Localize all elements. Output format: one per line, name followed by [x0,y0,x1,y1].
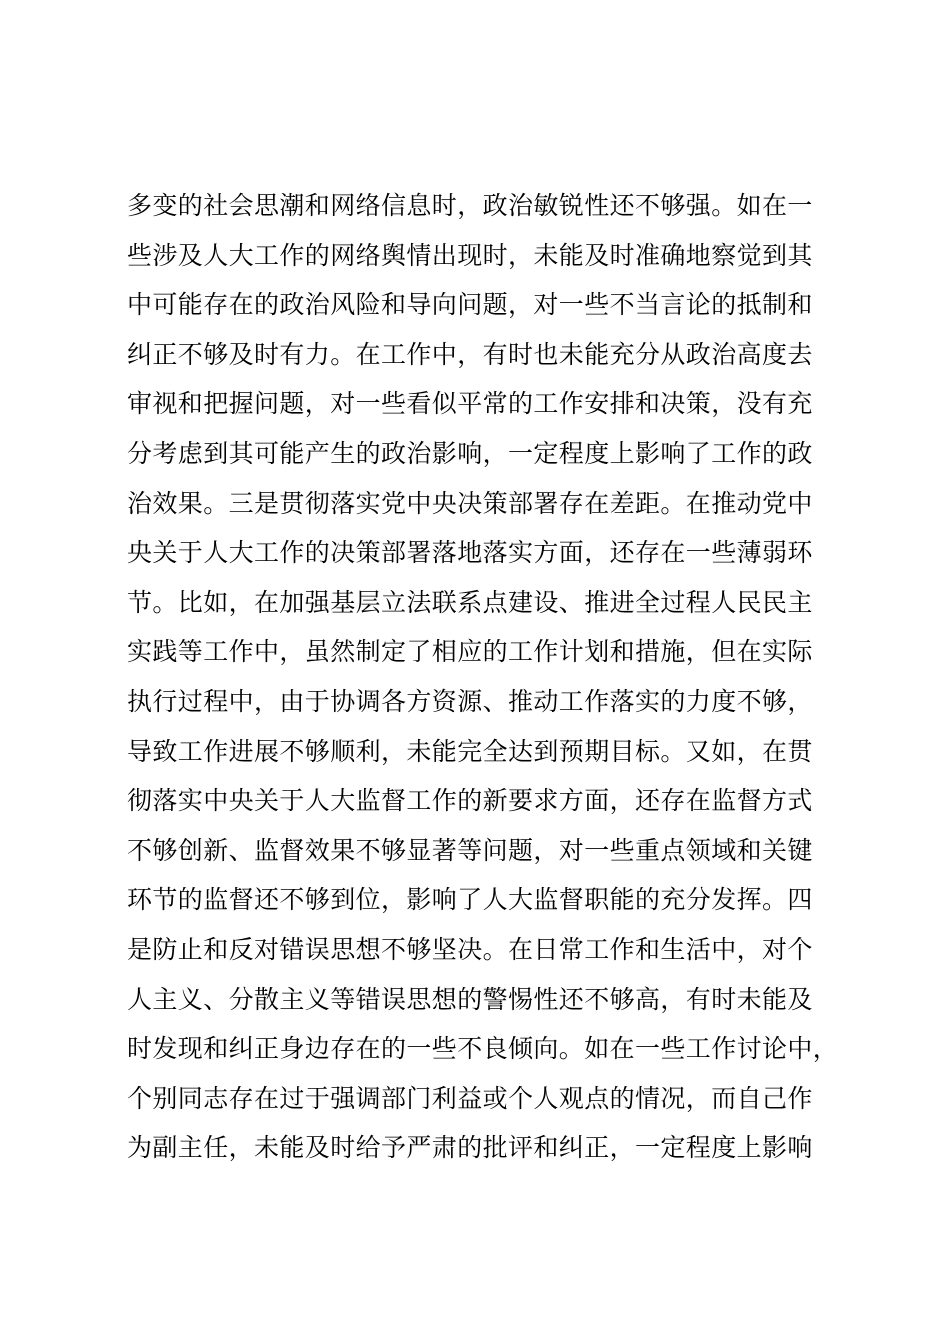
text-line: 中可能存在的政治风险和导向问题，对一些不当言论的抵制和 [127,290,813,320]
text-line: 人主义、分散主义等错误思想的警惕性还不够高，有时未能及 [127,984,813,1014]
text-line: 不够创新、监督效果不够显著等问题，对一些重点领域和关键 [127,835,813,865]
text-line: 央关于人大工作的决策部署落地落实方面，还存在一些薄弱环 [127,538,813,568]
body-paragraph [127,181,847,1173]
text-line: 些涉及人大工作的网络舆情出现时，未能及时准确地察觉到其 [127,240,813,270]
text-line: 纠正不够及时有力。在工作中，有时也未能充分从政治高度去 [127,339,813,369]
text-line: 导致工作进展不够顺利，未能完全达到预期目标。又如，在贯 [127,736,813,766]
text-line: 是防止和反对错误思想不够坚决。在日常工作和生活中，对个 [127,934,813,964]
text-line: 为副主任，未能及时给予严肃的批评和纠正，一定程度上影响 [127,1133,813,1163]
text-line: 审视和把握问题，对一些看似平常的工作安排和决策，没有充 [127,389,813,419]
text-line: 执行过程中，由于协调各方资源、推动工作落实的力度不够， [127,686,813,716]
text-line: 时发现和纠正身边存在的一些不良倾向。如在一些工作讨论中， [127,1034,839,1064]
text-line: 治效果。三是贯彻落实党中央决策部署存在差距。在推动党中 [127,488,813,518]
text-line: 节。比如，在加强基层立法联系点建设、推进全过程人民民主 [127,587,813,617]
text-line: 实践等工作中，虽然制定了相应的工作计划和措施，但在实际 [127,637,813,667]
text-line: 多变的社会思潮和网络信息时，政治敏锐性还不够强。如在一 [127,191,813,220]
text-line: 分考虑到其可能产生的政治影响，一定程度上影响了工作的政 [127,438,813,468]
text-line: 环节的监督还不够到位，影响了人大监督职能的充分发挥。四 [127,885,813,915]
text-line: 彻落实中央关于人大监督工作的新要求方面，还存在监督方式 [127,786,813,816]
text-line: 个别同志存在过于强调部门利益或个人观点的情况，而自己作 [127,1083,813,1113]
